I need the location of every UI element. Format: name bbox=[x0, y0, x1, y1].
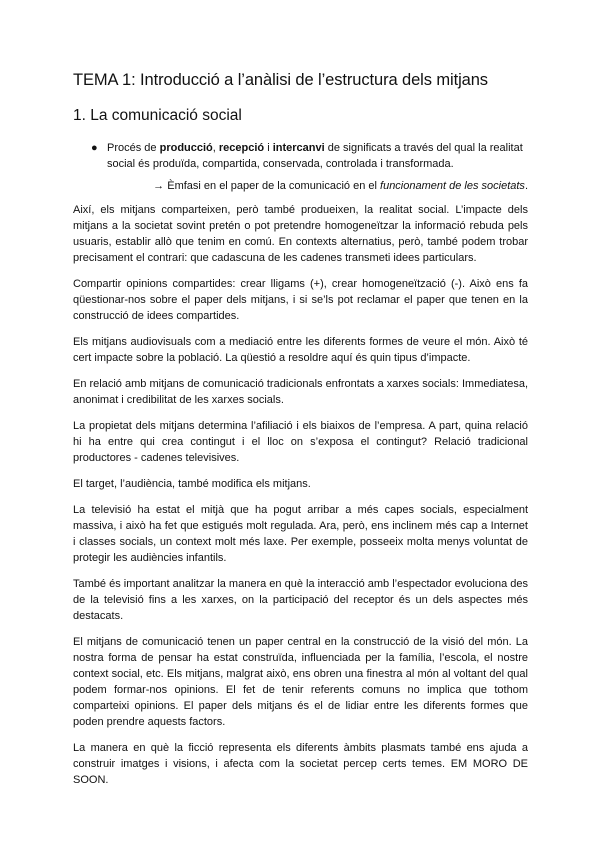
bullet-text: , bbox=[212, 142, 219, 154]
section-heading: 1. La comunicació social bbox=[73, 107, 242, 124]
paragraph: El mitjans de comunicació tenen un paper central en la construcció de la visió del món. La nostra forma de pensar ha estat construïda, influenciada per la família, l’escola, el nostre context social, etc. Els mitjans, malgrat això, ens obren una finestra al món al voltant del qual podem formar-nos opinions. El fet de tenir referents comuns no implica que tothom comparteixi opinions. El paper dels mitjans és el de lidiar entre les diferents formes que poden prendre aquests factors. bbox=[73, 636, 528, 728]
bullet-dot-icon: ● bbox=[91, 142, 98, 154]
bullet-text: i bbox=[264, 142, 273, 154]
emphasis-italic: funcionament de les societats bbox=[380, 180, 525, 192]
paragraph: En relació amb mitjans de comunicació tradicionals enfrontats a xarxes socials: Immediatesa, anonimat i credibilitat de les xarxes socials. bbox=[73, 378, 528, 406]
paragraph: Així, els mitjans comparteixen, però també produeixen, la realitat social. L’impacte dels mitjans a la societat sovint pretén o pot pretendre homogeneïtzar la informació rebuda pels usuaris, establir allò que tenim en comú. En contexts alternatius, però, també podem trobar precisament el contrari: que cadascuna de les cadenes transmeti idees particulars. bbox=[73, 204, 528, 264]
bullet-item bbox=[73, 140, 528, 172]
bullet-bold-reception: recepció bbox=[218, 142, 265, 154]
paragraph: També és important analitzar la manera en què la interacció amb l’espectador evoluciona des de la televisió fins a les xarxes, on la participació del receptor és un dels aspectes més destacats. bbox=[73, 578, 528, 622]
paragraph: La propietat dels mitjans determina l’afiliació i els biaixos de l’empresa. A part, quina relació hi ha entre qui crea contingut i el lloc on s’exposa el contingut? Relació tradicional productores - cadenes televisives. bbox=[73, 420, 528, 464]
paragraph: La manera en què la ficció representa els diferents àmbits plasmats també ens ajuda a construir imatges i visions, i afecta com la societat percep certs temes. EM MORO DE SOON. bbox=[73, 742, 528, 786]
paragraph: La televisió ha estat el mitjà que ha pogut arribar a més capes socials, especialment massiva, i això ha fet que estigués molt regulada. Ara, però, ens inclinem més cap a Internet i classes socials, un context molt més laxe. Per exemple, posseeix molta menys voluntat de protegir les audiències infantils. bbox=[73, 504, 528, 564]
bullet-bold-exchange: intercanvi bbox=[272, 142, 325, 154]
bullet-bold-production: producció bbox=[159, 142, 213, 154]
page-title: TEMA 1: Introducció a l’anàlisi de l’estructura dels mitjans bbox=[73, 71, 488, 89]
paragraph: Compartir opinions compartides: crear lligams (+), crear homogeneïtzació (-). Això ens fa qüestionar-nos sobre el paper dels mitjans, i si se’ls pot reclamar el paper que tenen en la construcció de idees compartides. bbox=[73, 278, 528, 322]
bullet-text: Procés de bbox=[107, 142, 160, 154]
emphasis-prefix: → Èmfasi en el paper de la comunicació en el bbox=[153, 180, 381, 192]
emphasis-note bbox=[73, 178, 528, 194]
paragraph: Els mitjans audiovisuals com a mediació entre les diferents formes de veure el món. Això té cert impacte sobre la població. La qüestió a resoldre aquí és quin tipus d’impacte. bbox=[73, 336, 528, 364]
paragraph: El target, l’audiència, també modifica els mitjans. bbox=[73, 478, 311, 490]
emphasis-suffix: . bbox=[524, 180, 528, 192]
bullet-text: de significats a través del qual la realitat social és produïda, compartida, conservada, controlada i transformada. bbox=[107, 142, 523, 170]
